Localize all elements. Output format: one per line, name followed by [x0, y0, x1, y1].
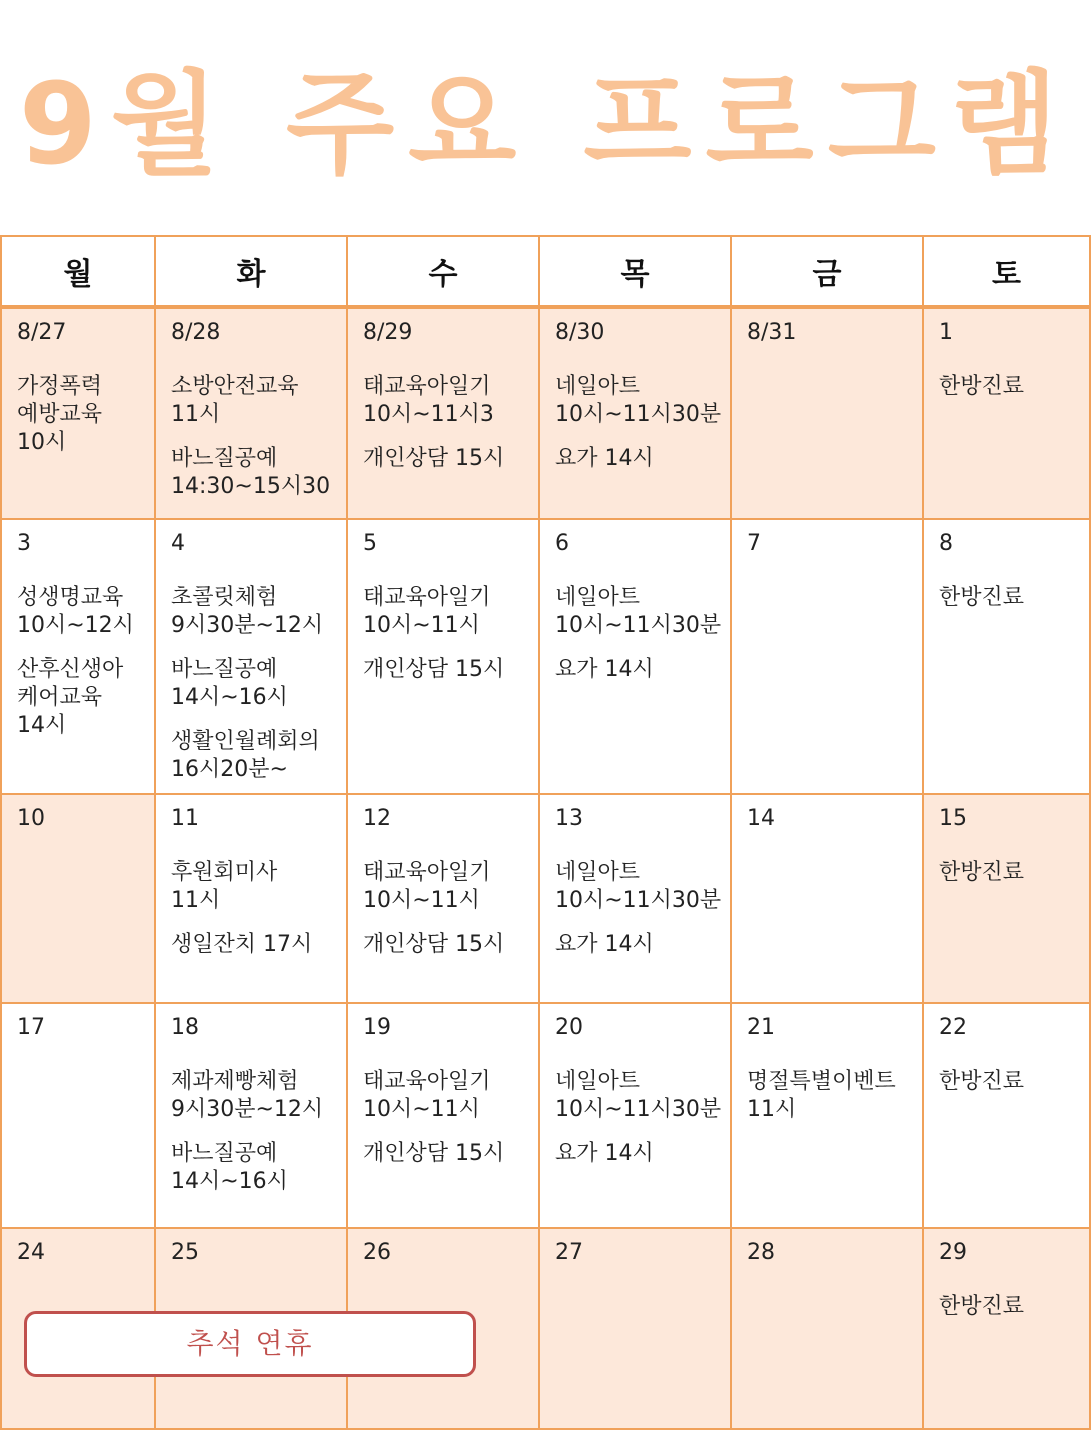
- event-item: 후원회미사 11시: [171, 860, 278, 913]
- event-item: 가정폭력 예방교육 10시: [17, 374, 103, 455]
- event-item: 네일아트 10시~11시30분: [555, 585, 722, 638]
- event-item: 성생명교육 10시~12시: [17, 585, 134, 638]
- day-cell: [1, 794, 155, 1003]
- day-number: 22: [939, 1015, 967, 1040]
- week-row: [1, 519, 1090, 794]
- weekday-tue: 화: [155, 236, 347, 307]
- day-cell: [347, 307, 539, 519]
- day-number: 8/27: [17, 320, 67, 345]
- day-number: 3: [17, 531, 31, 556]
- day-number: 21: [747, 1015, 775, 1040]
- day-cell: [923, 307, 1090, 519]
- week-row: [1, 307, 1090, 519]
- event-item: 소방안전교육 11시: [171, 374, 299, 427]
- event-item: 산후신생아 케어교육 14시: [17, 657, 124, 738]
- event-item: 개인상담 15시: [363, 657, 505, 682]
- day-number: 24: [17, 1240, 45, 1265]
- day-number: 26: [363, 1240, 391, 1265]
- weekday-thu: 목: [539, 236, 731, 307]
- event-item: 한방진료: [939, 374, 1025, 399]
- day-cell: [1, 519, 155, 794]
- day-number: 17: [17, 1015, 45, 1040]
- holiday-banner: 추석 연휴: [24, 1311, 476, 1377]
- event-item: 생활인월례회의 16시20분~: [171, 729, 320, 782]
- day-cell: [539, 794, 731, 1003]
- week-row: [1, 1003, 1090, 1228]
- day-number: 5: [363, 531, 377, 556]
- day-number: 13: [555, 806, 583, 831]
- event-item: 태교육아일기 10시~11시3: [363, 374, 494, 427]
- day-number: 28: [747, 1240, 775, 1265]
- day-number: 25: [171, 1240, 199, 1265]
- day-cell: [155, 1003, 347, 1228]
- event-item: 명절특별이벤트 11시: [747, 1069, 896, 1122]
- day-number: 14: [747, 806, 775, 831]
- day-number: 15: [939, 806, 967, 831]
- day-cell: [347, 794, 539, 1003]
- day-cell: [731, 519, 923, 794]
- weekday-sat: 토: [923, 236, 1090, 307]
- day-number: 19: [363, 1015, 391, 1040]
- week-row: [1, 794, 1090, 1003]
- day-number: 20: [555, 1015, 583, 1040]
- day-cell: [539, 519, 731, 794]
- event-item: 요가 14시: [555, 932, 654, 957]
- event-item: 네일아트 10시~11시30분: [555, 1069, 722, 1122]
- day-number: 29: [939, 1240, 967, 1265]
- event-item: 네일아트 10시~11시30분: [555, 860, 722, 913]
- event-item: 바느질공예 14:30~15시30: [171, 446, 331, 499]
- day-cell: [923, 519, 1090, 794]
- event-item: 바느질공예 14시~16시: [171, 657, 288, 710]
- event-item: 요가 14시: [555, 446, 654, 471]
- event-item: 제과제빵체험 9시30분~12시: [171, 1069, 324, 1122]
- day-number: 8/31: [747, 320, 797, 345]
- day-number: 8/30: [555, 320, 605, 345]
- day-cell: [731, 307, 923, 519]
- day-cell: [155, 519, 347, 794]
- day-number: 27: [555, 1240, 583, 1265]
- day-number: 8: [939, 531, 953, 556]
- day-number: 11: [171, 806, 199, 831]
- weekday-header-row: [1, 236, 1090, 307]
- day-number: 18: [171, 1015, 199, 1040]
- weekday-wed: 수: [347, 236, 539, 307]
- day-number: 4: [171, 531, 185, 556]
- day-cell: [347, 519, 539, 794]
- event-item: 한방진료: [939, 585, 1025, 610]
- day-number: 6: [555, 531, 569, 556]
- event-item: 한방진료: [939, 860, 1025, 885]
- day-cell: [539, 1228, 731, 1429]
- event-item: 태교육아일기 10시~11시: [363, 860, 491, 913]
- event-item: 한방진료: [939, 1069, 1025, 1094]
- day-cell: [731, 1003, 923, 1228]
- event-item: 생일잔치 17시: [171, 932, 313, 957]
- event-item: 한방진료: [939, 1294, 1025, 1319]
- event-item: 태교육아일기 10시~11시: [363, 585, 491, 638]
- day-cell: [1, 1003, 155, 1228]
- day-cell: [347, 1003, 539, 1228]
- event-item: 네일아트 10시~11시30분: [555, 374, 722, 427]
- event-item: 요가 14시: [555, 657, 654, 682]
- day-number: 1: [939, 320, 953, 345]
- day-cell: [155, 794, 347, 1003]
- day-number: 7: [747, 531, 761, 556]
- day-number: 8/28: [171, 320, 221, 345]
- event-item: 개인상담 15시: [363, 1141, 505, 1166]
- event-item: 요가 14시: [555, 1141, 654, 1166]
- day-number: 10: [17, 806, 45, 831]
- day-cell: [539, 307, 731, 519]
- day-cell: [923, 1003, 1090, 1228]
- day-number: 8/29: [363, 320, 413, 345]
- event-item: 초콜릿체험 9시30분~12시: [171, 585, 324, 638]
- page-title: 9월 주요 프로그램: [18, 60, 1073, 190]
- day-cell: [539, 1003, 731, 1228]
- day-cell: [1, 307, 155, 519]
- day-cell: [155, 307, 347, 519]
- event-item: 개인상담 15시: [363, 446, 505, 471]
- weekday-mon: 월: [1, 236, 155, 307]
- day-cell: [731, 1228, 923, 1429]
- event-item: 태교육아일기 10시~11시: [363, 1069, 491, 1122]
- event-item: 바느질공예 14시~16시: [171, 1141, 288, 1194]
- day-cell: [923, 794, 1090, 1003]
- day-cell: [923, 1228, 1090, 1429]
- day-number: 12: [363, 806, 391, 831]
- event-item: 개인상담 15시: [363, 932, 505, 957]
- calendar-grid: [0, 235, 1091, 1430]
- day-cell: [731, 794, 923, 1003]
- weekday-fri: 금: [731, 236, 923, 307]
